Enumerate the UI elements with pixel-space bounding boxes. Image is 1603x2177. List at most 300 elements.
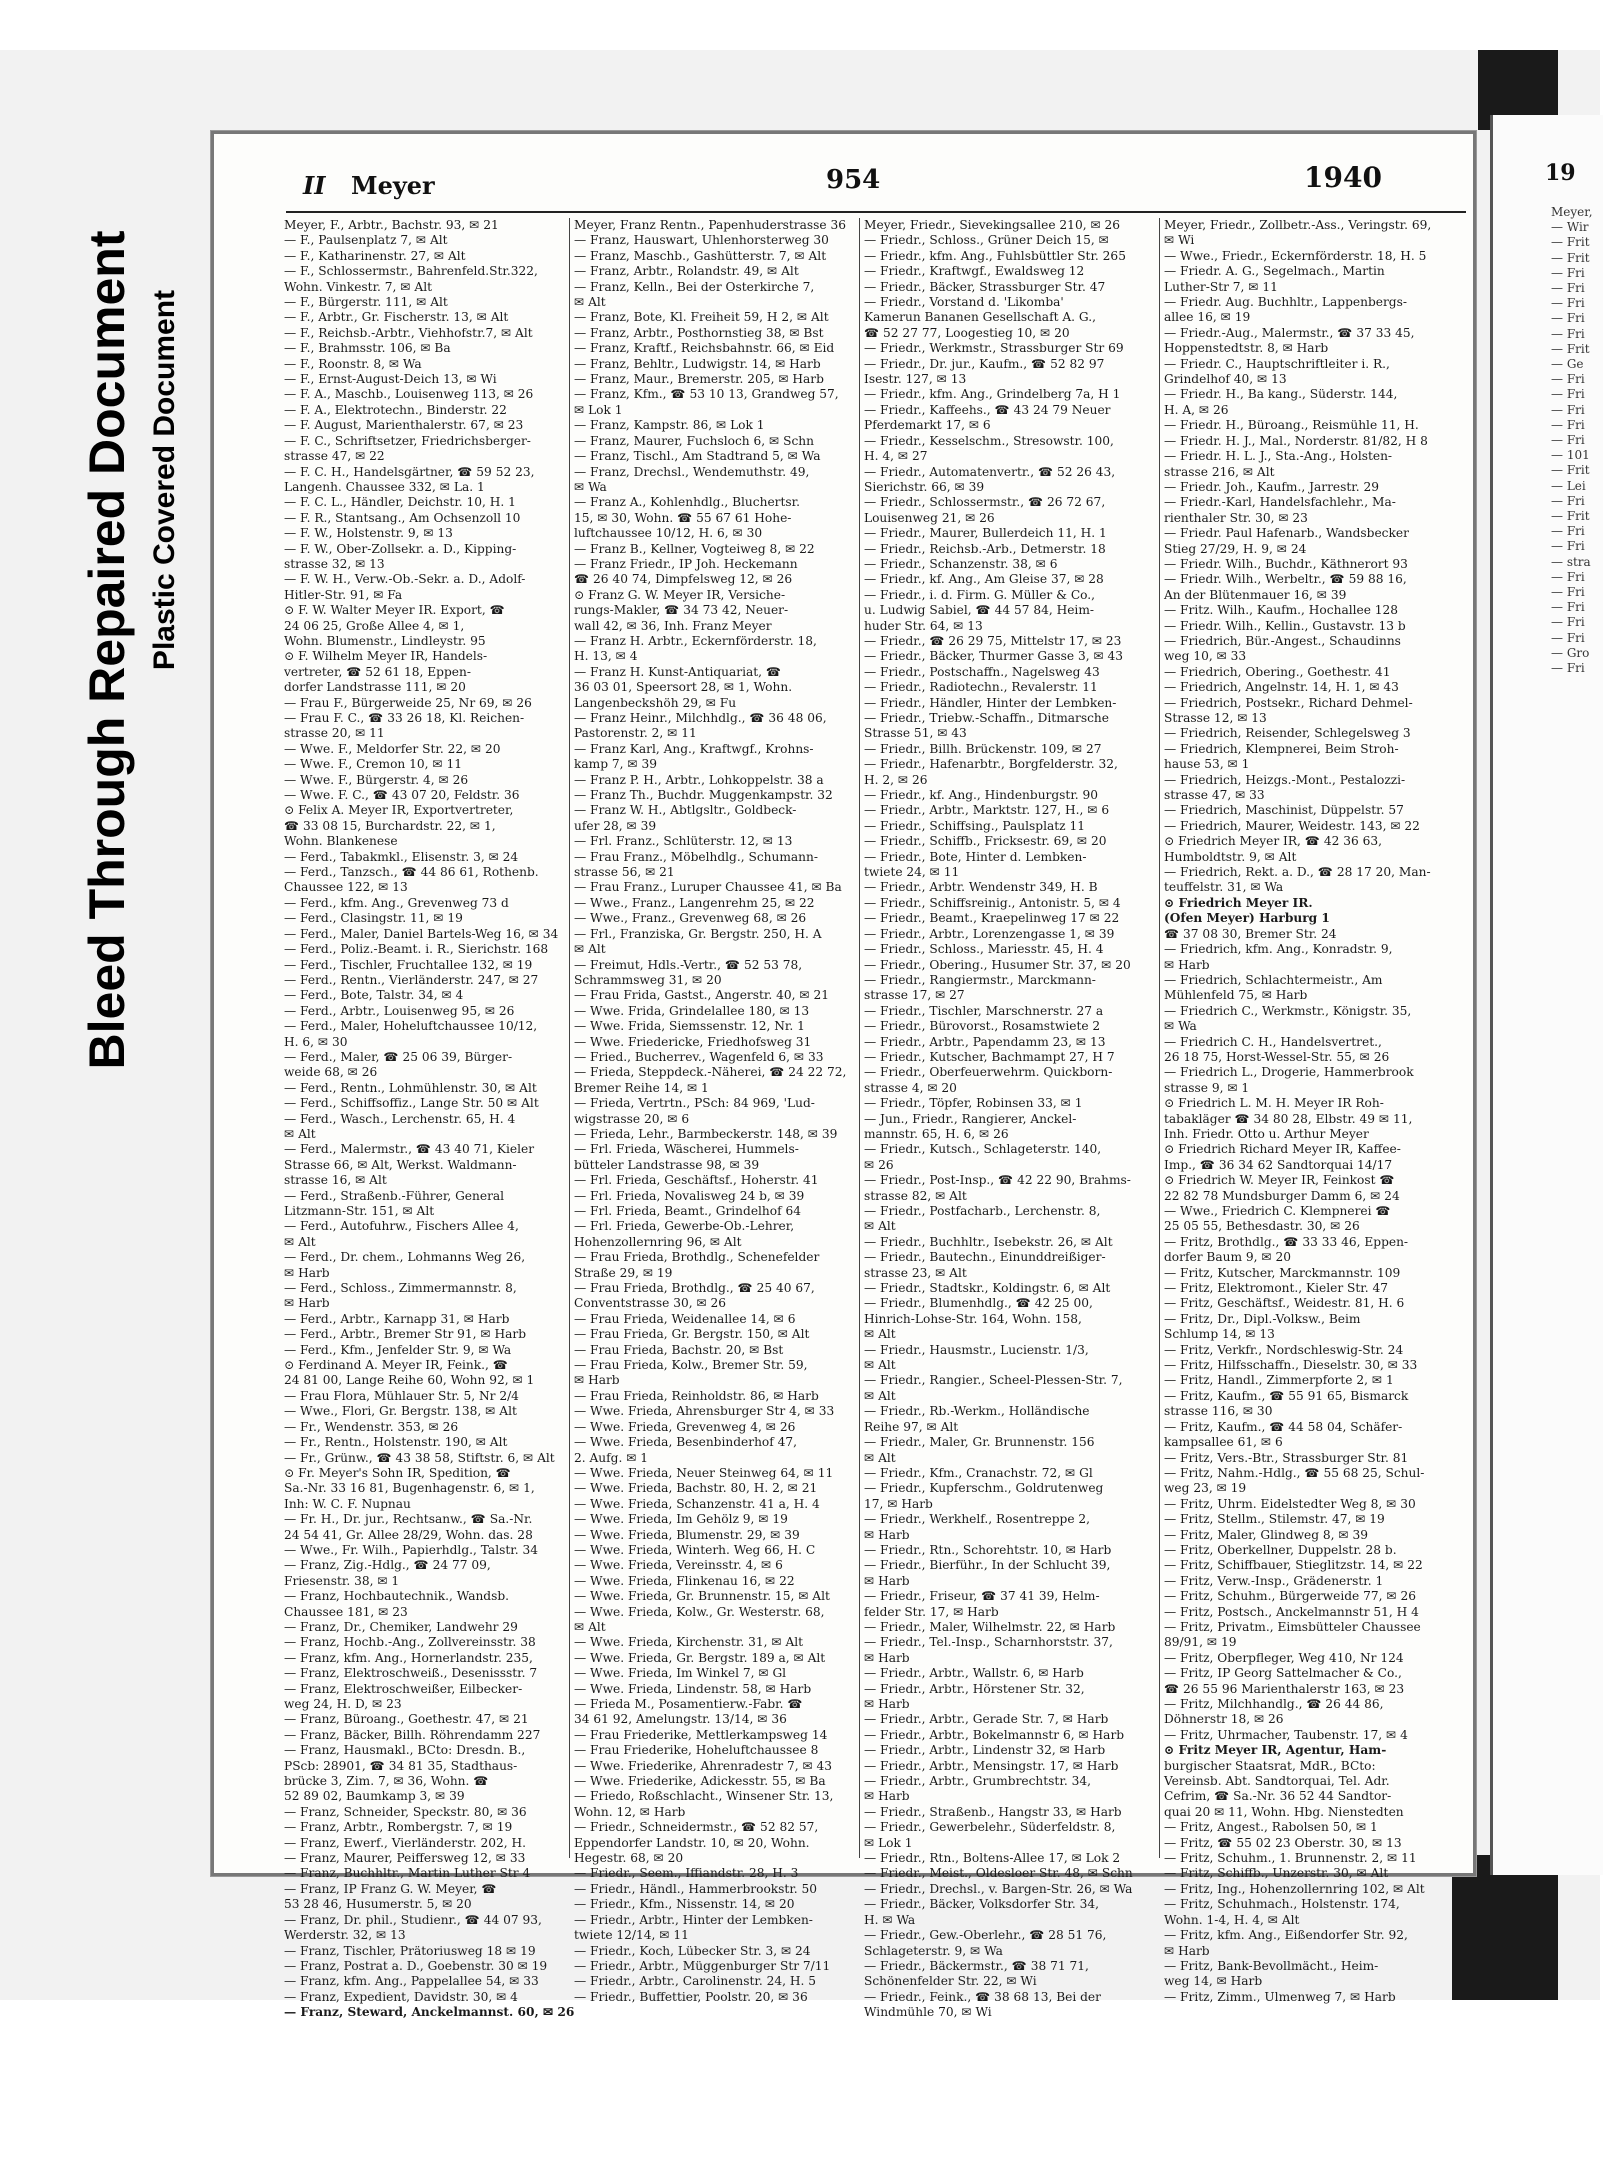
directory-entry: 52 89 02, Baumkamp 3, ✉ 39 xyxy=(284,1789,465,1804)
directory-entry: ✉ Alt xyxy=(864,1327,896,1342)
directory-entry: H. 4, ✉ 27 xyxy=(864,449,928,464)
directory-entry: ✉ Alt xyxy=(864,1388,896,1403)
directory-entry: — Ferd., Kfm., Jenfelder Str. 9, ✉ Wa xyxy=(284,1342,512,1357)
directory-entry: — Friedr., Kfm., Nissenstr. 14, ✉ 20 xyxy=(574,1897,795,1912)
directory-entry: — Friedr., Bürovorst., Rosamstwiete 2 xyxy=(864,1019,1101,1034)
directory-entry: Wohn. 12, ✉ Harb xyxy=(574,1804,686,1819)
directory-entry: dorfer Baum 9, ✉ 20 xyxy=(1164,1250,1291,1265)
directory-entry: — Wwe. Frieda, Blumenstr. 29, ✉ 39 xyxy=(574,1527,800,1542)
directory-entry: strasse 82, ✉ Alt xyxy=(864,1188,967,1203)
directory-entry: — Frau Franz., Luruper Chaussee 41, ✉ Ba xyxy=(574,880,842,895)
next-page-line: — Fri xyxy=(1551,281,1585,296)
directory-entry: — Friedr., Bäcker, Volksdorfer Str. 34, xyxy=(864,1897,1100,1912)
directory-entry: Straße 29, ✉ 19 xyxy=(574,1265,673,1280)
directory-entry: — Fritz, Schuhm., Bürgerweide 77, ✉ 26 xyxy=(1164,1589,1416,1604)
next-page-line: — Fri xyxy=(1551,615,1585,630)
directory-entry: Hinrich-Lohse-Str. 164, Wohn. 158, xyxy=(864,1311,1082,1326)
directory-entry: mannstr. 65, H. 6, ✉ 26 xyxy=(864,1126,1009,1141)
plastic-covered-label-text: Plastic Covered Document xyxy=(148,289,181,671)
next-page-line: — Lei xyxy=(1551,478,1586,493)
directory-column-1 xyxy=(284,218,575,2020)
directory-entry: — Fritz, Geschäftsf., Weidestr. 81, H. 6 xyxy=(1164,1296,1405,1311)
directory-entry: — Frl. Frieda, Beamt., Grindelhof 64 xyxy=(574,1204,802,1218)
directory-entry: — Fritz, Handl., Zimmerpforte 2, ✉ 1 xyxy=(1164,1373,1394,1388)
directory-entry: — Ferd., Schloss., Zimmermannstr. 8, xyxy=(284,1281,517,1296)
directory-entry: — Friedr., kfm. Ang., Grindelberg 7a, H 1 xyxy=(864,387,1121,402)
directory-entry: ✉ Lok 1 xyxy=(864,1835,913,1850)
directory-entry: — Frau Frieda, Brothdlg., ☎ 25 40 67, xyxy=(574,1281,815,1296)
directory-entry: Pferdemarkt 17, ✉ 6 xyxy=(864,418,991,433)
next-page-line: — Frit xyxy=(1551,341,1590,356)
directory-entry: — Friedrich, Postsekr., Richard Dehmel- xyxy=(1164,695,1413,710)
directory-entry: twiete 12/14, ✉ 11 xyxy=(574,1928,689,1943)
directory-page xyxy=(210,130,1477,2020)
directory-entry: ufer 28, ✉ 39 xyxy=(574,818,657,833)
directory-entry: — F. C. H., Handelsgärtner, ☎ 59 52 23, xyxy=(284,464,535,479)
directory-entry: Windmühle 70, ✉ Wi xyxy=(864,2005,992,2020)
directory-entry: — F. W., Ober-Zollsekr. a. D., Kipping- xyxy=(284,541,517,556)
directory-entry: — Frieda, Lehr., Barmbeckerstr. 148, ✉ 39 xyxy=(574,1126,838,1141)
next-page-line: — Fri xyxy=(1551,433,1585,448)
next-page-line: — Fri xyxy=(1551,661,1585,676)
directory-entry: — Fritz, Oberpfleger, Weg 410, Nr 124 xyxy=(1164,1650,1404,1665)
directory-entry: Chaussee 181, ✉ 23 xyxy=(284,1604,408,1619)
directory-entry: — Frau F. C., ☎ 33 26 18, Kl. Reichen- xyxy=(284,711,525,725)
directory-entry: ✉ Harb xyxy=(864,1650,910,1665)
directory-entry: weg 24, H. D, ✉ 23 xyxy=(284,1697,402,1711)
directory-entry: strasse 17, ✉ 27 xyxy=(864,988,965,1003)
directory-entry: Hohenzollernring 96, ✉ Alt xyxy=(574,1234,742,1249)
directory-entry: — Frau Frieda, Bachstr. 20, ✉ Bst xyxy=(574,1342,784,1357)
directory-entry: — Franz, Bäcker, Billh. Röhrendamm 227 xyxy=(284,1727,541,1742)
directory-entry: Wohn. 1-4, H. 4, ✉ Alt xyxy=(1164,1912,1300,1927)
directory-entry: Sa.-Nr. 33 16 81, Bugenhagenstr. 6, ✉ 1, xyxy=(284,1481,535,1496)
directory-entry: — Friedr., Kutsch., Schlageterstr. 140, xyxy=(864,1142,1102,1157)
directory-entry: — Friedrich C. H., Handelsvertret., xyxy=(1164,1034,1382,1049)
running-head-name: Meyer xyxy=(351,171,435,200)
directory-entry: — Friedr., Schanzenstr. 38, ✉ 6 xyxy=(864,556,1058,571)
directory-entry: — Friedrich, Angelnstr. 14, H. 1, ✉ 43 xyxy=(1164,680,1399,695)
directory-entry: — Friedr., Werkhelf., Rosentreppe 2, xyxy=(864,1512,1091,1527)
directory-entry: ⊙ F. Wilhelm Meyer IR, Handels- xyxy=(284,649,488,664)
directory-entry: — Franz, Ewerf., Vierländerstr. 202, H. xyxy=(284,1835,526,1850)
directory-entry: — Franz, Bote, Kl. Freiheit 59, H 2, ✉ Alt xyxy=(574,310,829,325)
directory-entry: ☎ 37 08 30, Bremer Str. 24 xyxy=(1164,926,1337,941)
directory-entry: — Frieda, Steppdeck.-Näherei, ☎ 24 22 72, xyxy=(574,1065,847,1080)
directory-entry: Chaussee 122, ✉ 13 xyxy=(284,880,408,895)
directory-entry: — Wwe. F. C., ☎ 43 07 20, Feldstr. 36 xyxy=(284,788,520,803)
directory-entry: — Fritz, Milchhandlg., ☎ 26 44 86, xyxy=(1164,1697,1384,1711)
directory-entry: Litzmann-Str. 151, ✉ Alt xyxy=(284,1204,435,1218)
directory-entry: — Franz, Dr., Chemiker, Landwehr 29 xyxy=(284,1619,518,1634)
directory-entry: — Friedr., Obering., Husumer Str. 37, ✉ 20 xyxy=(864,957,1131,972)
directory-entry: An der Blütenmauer 16, ✉ 39 xyxy=(1164,587,1347,602)
directory-entry: — Friedr. C., Hauptschriftleiter i. R., xyxy=(1164,356,1390,371)
directory-entry: H. ✉ Wa xyxy=(864,1912,916,1927)
directory-entry: — Fritz, Postsch., Anckelmannstr 51, H 4 xyxy=(1164,1604,1419,1619)
directory-entry: — Fritz, Bank-Bevollmächt., Heim- xyxy=(1164,1958,1379,1973)
directory-entry: — Friedr., Arbtr., Müggenburger Str 7/11 xyxy=(574,1958,831,1973)
directory-entry: — Wwe. Frieda, Gr. Bergstr. 189 a, ✉ Alt xyxy=(574,1650,826,1665)
directory-entry: — Friedr., Arbtr., Gerade Str. 7, ✉ Harb xyxy=(864,1712,1109,1727)
directory-entry: — Friedr., Meist., Oldesloer Str. 48, ✉ Schn xyxy=(864,1866,1133,1881)
directory-entry: — Friedr., Arbtr., Marktstr. 127, H., ✉ 6 xyxy=(864,803,1110,818)
directory-entry: — Friedr., Bierführ., In der Schlucht 39, xyxy=(864,1558,1111,1573)
directory-entry: — Fritz, Nahm.-Hdlg., ☎ 55 68 25, Schul- xyxy=(1164,1465,1425,1480)
directory-entry: — Ferd., Rentn., Lohmühlenstr. 30, ✉ Alt xyxy=(284,1080,537,1095)
volume-number: II xyxy=(303,171,326,200)
next-page-line: — Fri xyxy=(1551,387,1585,402)
directory-entry: — Franz W. H., Abtlgsltr., Goldbeck- xyxy=(574,803,797,818)
directory-entry: — Friedrich, Maurer, Weidestr. 143, ✉ 22 xyxy=(1164,818,1420,833)
directory-entry: — Friedr., Händl., Hammerbrookstr. 50 xyxy=(574,1881,818,1896)
directory-entry: Schönenfelder Str. 22, ✉ Wi xyxy=(864,1974,1037,1989)
directory-entry: Humboldtstr. 9, ✉ Alt xyxy=(1164,849,1297,864)
directory-entry: — Fritz, Zimm., Ulmenweg 7, ✉ Harb xyxy=(1164,1989,1396,2004)
directory-entry: — Wwe. Frieda, Besenbinderhof 47, xyxy=(574,1435,798,1450)
directory-entry: hause 53, ✉ 1 xyxy=(1164,757,1250,772)
directory-entry: Pastorenstr. 2, ✉ 11 xyxy=(574,726,697,741)
directory-entry: Wohn. Vinkestr. 7, ✉ Alt xyxy=(284,279,432,294)
directory-entry: Strasse 51, ✉ 43 xyxy=(864,726,967,741)
directory-entry: — Friedr., Kesselschm., Stresowstr. 100, xyxy=(864,433,1114,448)
directory-entry: — Ferd., Straßenb.-Führer, General xyxy=(284,1188,505,1203)
directory-entry: — Franz, Hochbautechnik., Wandsb. xyxy=(284,1589,510,1604)
directory-entry: — Fritz, Privatm., Eimsbütteler Chaussee xyxy=(1164,1619,1421,1634)
directory-entry: — Friedr., Maler, Gr. Brunnenstr. 156 xyxy=(864,1435,1095,1450)
directory-entry: huder Str. 64, ✉ 13 xyxy=(864,618,983,633)
directory-entry: Hegestr. 68, ✉ 20 xyxy=(574,1851,684,1866)
directory-entry: Meyer, Friedr., Sievekingsallee 210, ✉ 26 xyxy=(864,218,1121,232)
directory-entry: — Frieda M., Posamentierw.-Fabr. ☎ xyxy=(574,1697,803,1711)
directory-entry: — Ferd., Arbtr., Louisenweg 95, ✉ 26 xyxy=(284,1003,515,1018)
directory-entry: ✉ Alt xyxy=(284,1126,316,1141)
next-page-line: — Ge xyxy=(1551,357,1584,372)
directory-entry: ✉ Harb xyxy=(284,1265,330,1280)
directory-entry: — Friedr., Arbtr., Lindenstr 32, ✉ Harb xyxy=(864,1743,1106,1758)
directory-entry: — Franz Th., Buchdr. Muggenkampstr. 32 xyxy=(574,788,833,803)
directory-entry: — Friedr., Schneidermstr., ☎ 52 82 57, xyxy=(574,1820,819,1835)
directory-entry: — Friedr., Arbtr., Wallstr. 6, ✉ Harb xyxy=(864,1666,1084,1681)
directory-entry: wigstrasse 20, ✉ 6 xyxy=(574,1111,690,1126)
directory-entry: — Franz, Expedient, Davidstr. 30, ✉ 4 xyxy=(284,1989,518,2004)
directory-entry: — Franz, Hausmakl., BCto: Dresdn. B., xyxy=(284,1743,526,1758)
directory-entry: — Friedr. Aug. Buchhltr., Lappenbergs- xyxy=(1164,295,1407,310)
directory-entry: — Friedr., Triebw.-Schaffn., Ditmarsche xyxy=(864,711,1109,725)
directory-entry: — Fritz, IP Georg Sattelmacher & Co., xyxy=(1164,1666,1402,1681)
directory-entry: — Franz, IP Franz G. W. Meyer, ☎ xyxy=(284,1881,497,1896)
directory-entry: vertreter, ☎ 52 61 18, Eppen- xyxy=(284,664,471,679)
directory-entry: ⊙ Friedrich L. M. H. Meyer IR Roh- xyxy=(1164,1096,1384,1111)
directory-entry: — Friedr., Bäcker, Strassburger Str. 47 xyxy=(864,279,1106,294)
directory-entry: — Wwe. Frieda, Gr. Brunnenstr. 15, ✉ Alt xyxy=(574,1589,830,1604)
directory-entry: — Frau F., Bürgerweide 25, Nr 69, ✉ 26 xyxy=(284,695,532,710)
directory-entry: — Jun., Friedr., Rangierer, Anckel- xyxy=(864,1111,1077,1126)
next-page-line: — Frit xyxy=(1551,250,1590,265)
directory-entry: — Ferd., Schiffsoffiz., Lange Str. 50 ✉ Alt xyxy=(284,1096,539,1111)
directory-entry: Werderstr. 32, ✉ 13 xyxy=(284,1928,406,1943)
directory-entry: — Friedrich, Bür.-Angest., Schaudinns xyxy=(1164,633,1401,648)
directory-entry: — Friedr., Bäcker, Thurmer Gasse 3, ✉ 43 xyxy=(864,649,1124,664)
directory-entry: strasse 116, ✉ 30 xyxy=(1164,1404,1273,1419)
directory-entry: — Fritz, kfm. Ang., Eißendorfer Str. 92, xyxy=(1164,1928,1408,1943)
directory-entry: — Friedr., Arbtr., Lorenzengasse 1, ✉ 39 xyxy=(864,926,1115,941)
directory-entry: — Fritz, Schiffb., Unzerstr. 30, ✉ Alt xyxy=(1164,1866,1389,1881)
directory-entry: — Frau Friederike, Mettlerkampsweg 14 xyxy=(574,1727,828,1742)
directory-entry: Cefrim, ☎ Sa.-Nr. 36 52 44 Sandtor- xyxy=(1164,1789,1392,1804)
directory-entry: — Friedr., Bäckermstr., ☎ 38 71 71, xyxy=(864,1958,1089,1973)
directory-entry: ✉ Harb xyxy=(284,1296,330,1311)
directory-entry: — Friedr., Koch, Lübecker Str. 3, ✉ 24 xyxy=(574,1943,811,1958)
directory-entry: — Wwe. Frieda, Ahrensburger Str 4, ✉ 33 xyxy=(574,1404,835,1419)
directory-entry: — Fritz, Angest., Rabolsen 50, ✉ 1 xyxy=(1164,1820,1378,1835)
directory-entry: ✉ Alt xyxy=(574,1619,606,1634)
directory-entry: — Fritz, Schiffbauer, Stieglitzstr. 14, ✉ 22 xyxy=(1164,1558,1423,1573)
directory-entry: — Friedr., Töpfer, Robinsen 33, ✉ 1 xyxy=(864,1096,1083,1111)
directory-entry: — Fritz, Oberkellner, Duppelstr. 28 b. xyxy=(1164,1542,1397,1557)
directory-entry: quai 20 ✉ 11, Wohn. Hbg. Nienstedten xyxy=(1164,1804,1404,1819)
directory-entry: — Frl. Frieda, Gewerbe-Ob.-Lehrer, xyxy=(574,1219,795,1234)
directory-entry: Schlageterstr. 9, ✉ Wa xyxy=(864,1943,1003,1958)
directory-entry: — Fritz, Vers.-Btr., Strassburger Str. 81 xyxy=(1164,1450,1409,1465)
directory-entry: ✉ Harb xyxy=(1164,1943,1210,1958)
directory-entry: — Wwe. Friederike, Adickesstr. 55, ✉ Ba xyxy=(574,1774,826,1789)
directory-entry: — F. W. H., Verw.-Ob.-Sekr. a. D., Adolf- xyxy=(284,572,526,587)
directory-entry: — Friedr., Postfacharb., Lerchenstr. 8, xyxy=(864,1204,1101,1218)
directory-entry: — Friedr., Werkmstr., Strassburger Str 69 xyxy=(864,341,1124,356)
directory-entry: — Friedrich L., Drogerie, Hammerbrook xyxy=(1164,1065,1414,1080)
directory-entry: — Friedr., Arbtr., Hörstener Str. 32, xyxy=(864,1681,1085,1696)
directory-entry: — Friedr. H., Büroang., Reismühle 11, H. xyxy=(1164,418,1419,433)
directory-entry: — Fritz, Kaufm., ☎ 55 91 65, Bismarck xyxy=(1164,1388,1409,1403)
directory-entry: — Wwe. Frieda, Im Gehölz 9, ✉ 19 xyxy=(574,1512,788,1527)
directory-entry: — Franz, Dr. phil., Studienr., ☎ 44 07 93, xyxy=(284,1912,542,1927)
directory-entry: strasse 56, ✉ 21 xyxy=(574,865,675,880)
directory-entry: — Franz B., Kellner, Vogteiweg 8, ✉ 22 xyxy=(574,541,815,556)
directory-entry: — Ferd., Clasingstr. 11, ✉ 19 xyxy=(284,911,463,926)
directory-entry: — Friedr.-Karl, Handelsfachlehr., Ma- xyxy=(1164,495,1396,510)
directory-entry: — Fr., Rentn., Holstenstr. 190, ✉ Alt xyxy=(284,1435,508,1450)
directory-entry: — Friedr., Seem., Iffiandstr. 28, H. 3 xyxy=(574,1866,799,1881)
next-page-line: — Fri xyxy=(1551,326,1585,341)
directory-entry: Eppendorfer Landstr. 10, ✉ 20, Wohn. xyxy=(574,1835,810,1850)
directory-entry: weide 68, ✉ 26 xyxy=(284,1065,378,1080)
directory-entry: — Frau Frieda, Kolw., Bremer Str. 59, xyxy=(574,1358,808,1373)
directory-entry: — Wwe. F., Meldorfer Str. 22, ✉ 20 xyxy=(284,741,501,756)
directory-entry: Langenbeckshöh 29, ✉ Fu xyxy=(574,695,737,710)
directory-entry: Sierichstr. 66, ✉ 39 xyxy=(864,479,985,494)
directory-entry: — Friedr., Arbtr., Grumbrechtstr. 34, xyxy=(864,1774,1091,1789)
directory-entry: ✉ Harb xyxy=(574,1373,620,1388)
directory-entry: — Wwe. Frieda, Winterh. Weg 66, H. C xyxy=(574,1542,816,1557)
directory-columns xyxy=(284,218,1469,2020)
directory-entry: — Fritz, Verw.-Insp., Grädenerstr. 1 xyxy=(1164,1573,1384,1588)
directory-entry: — Friedrich C., Werkmstr., Königstr. 35, xyxy=(1164,1003,1412,1018)
directory-entry: — Franz, Kelln., Bei der Osterkirche 7, xyxy=(574,279,815,294)
directory-entry: 17, ✉ Harb xyxy=(864,1496,933,1511)
directory-entry: — Fritz, Hilfsschaffn., Dieselstr. 30, ✉ 33 xyxy=(1164,1358,1418,1373)
directory-entry: — Ferd., Autofuhrw., Fischers Allee 4, xyxy=(284,1219,519,1234)
directory-entry: — Friedr., kf. Ang., Am Gleise 37, ✉ 28 xyxy=(864,572,1104,587)
directory-entry: ☎ 52 27 77, Loogestieg 10, ✉ 20 xyxy=(864,325,1070,340)
page-header xyxy=(211,131,1476,219)
directory-entry: Kamerun Bananen Gesellschaft A. G., xyxy=(864,310,1096,325)
directory-entry: Louisenweg 21, ✉ 26 xyxy=(864,510,995,525)
directory-entry: ✉ Alt xyxy=(864,1450,896,1465)
directory-entry: — Friedr., Tischler, Marschnerstr. 27 a xyxy=(864,1003,1104,1018)
directory-entry: — F., Ernst-August-Deich 13, ✉ Wi xyxy=(284,372,497,387)
directory-entry: — Ferd., Arbtr., Karnapp 31, ✉ Harb xyxy=(284,1311,510,1326)
directory-entry: — Friedr., Hafenarbtr., Borgfelderstr. 32, xyxy=(864,757,1118,772)
directory-entry: — Friedr., Arbtr., Bokelmannstr 6, ✉ Harb xyxy=(864,1727,1125,1742)
directory-entry: — Ferd., Maler, Daniel Bartels-Weg 16, ✉ 34 xyxy=(284,926,559,941)
directory-entry: — Wwe. Friedericke, Friedhofsweg 31 xyxy=(574,1034,812,1049)
directory-entry: tabakläger ☎ 34 80 28, Elbstr. 49 ✉ 11, xyxy=(1164,1111,1413,1126)
directory-entry: ✉ Harb xyxy=(864,1573,910,1588)
directory-entry: — Fritz. Wilh., Kaufm., Hochallee 128 xyxy=(1164,603,1399,618)
directory-entry: ✉ Harb xyxy=(864,1697,910,1711)
directory-entry: — Franz, Maschb., Gashütterstr. 7, ✉ Alt xyxy=(574,248,827,263)
directory-entry: — Fr., Wendenstr. 353, ✉ 26 xyxy=(284,1419,459,1434)
directory-entry: — Wwe. Frida, Grindelallee 180, ✉ 13 xyxy=(574,1003,810,1018)
directory-entry: — Friedr., Arbtr., Carolinenstr. 24, H. 5 xyxy=(574,1974,817,1989)
directory-entry: ✉ Lok 1 xyxy=(574,402,623,417)
directory-entry: — Fritz, Uhrm. Eidelstedter Weg 8, ✉ 30 xyxy=(1164,1496,1416,1511)
directory-entry: ✉ Alt xyxy=(284,1234,316,1249)
next-page-line: — Frit xyxy=(1551,235,1590,250)
directory-entry: Meyer, Friedr., Zollbetr.-Ass., Veringstr. 69, xyxy=(1164,218,1432,232)
directory-entry: — Friedr., Dr. jur., Kaufm., ☎ 52 82 97 xyxy=(864,356,1105,371)
directory-entry: — F., Katharinenstr. 27, ✉ Alt xyxy=(284,248,466,263)
directory-entry: — Friedr., Arbtr. Wendenstr 349, H. B xyxy=(864,880,1098,895)
directory-entry: — F., Arbtr., Gr. Fischerstr. 13, ✉ Alt xyxy=(284,310,509,325)
directory-entry: ⊙ Ferdinand A. Meyer IR, Feink., ☎ xyxy=(284,1358,508,1373)
directory-entry: — Ferd., Arbtr., Bremer Str 91, ✉ Harb xyxy=(284,1327,527,1342)
directory-entry: — Franz, Zig.-Hdlg., ☎ 24 77 09, xyxy=(284,1558,491,1573)
directory-entry: kampsallee 61, ✉ 6 xyxy=(1164,1435,1283,1450)
directory-entry: 22 82 78 Mundsburger Damm 6, ✉ 24 xyxy=(1164,1188,1400,1203)
directory-entry: — Franz, Buchhltr., Martin Luther Str 4 xyxy=(284,1866,531,1881)
directory-entry: — F., Roonstr. 8, ✉ Wa xyxy=(284,356,422,371)
directory-entry: — Franz P. H., Arbtr., Lohkoppelstr. 38 a xyxy=(574,772,824,787)
directory-entry: Grindelhof 40, ✉ 13 xyxy=(1164,372,1287,387)
next-page-line: — Fri xyxy=(1551,402,1585,417)
directory-entry: rienthaler Str. 30, ✉ 23 xyxy=(1164,510,1308,525)
directory-entry: strasse 47, ✉ 33 xyxy=(1164,788,1265,803)
directory-entry: — Friedrich, Schlachtermeistr., Am xyxy=(1164,972,1383,987)
directory-entry: strasse 9, ✉ 1 xyxy=(1164,1080,1250,1095)
directory-entry: — Friedr., Kraftwgf., Ewaldsweg 12 xyxy=(864,264,1085,279)
directory-entry: — Wwe. Frieda, Neuer Steinweg 64, ✉ 11 xyxy=(574,1465,834,1480)
next-page-line: — 101 xyxy=(1551,448,1590,463)
directory-entry: ⊙ Fritz Meyer IR, Agentur, Ham- xyxy=(1164,1743,1387,1758)
directory-entry: — Friedr., Schiffsreinig., Antonistr. 5, ✉ 4 xyxy=(864,895,1121,910)
directory-entry: — Friedr. H. L. J., Sta.-Ang., Holsten- xyxy=(1164,449,1393,464)
directory-entry: — Wwe. Frieda, Grevenweg 4, ✉ 26 xyxy=(574,1419,796,1434)
next-page-line: — Fri xyxy=(1551,265,1585,280)
directory-entry: — Fritz, Maler, Glindweg 8, ✉ 39 xyxy=(1164,1527,1368,1542)
directory-entry: — Friedr., Friseur, ☎ 37 41 39, Helm- xyxy=(864,1589,1100,1604)
directory-entry: — Friedr., Bautechn., Einunddreißiger- xyxy=(864,1250,1106,1265)
next-page-line: — stra xyxy=(1551,554,1591,569)
directory-entry: — Frau Frida, Gastst., Angerstr. 40, ✉ 21 xyxy=(574,988,829,1003)
next-page-line: — Fri xyxy=(1551,630,1585,645)
directory-entry: Bremer Reihe 14, ✉ 1 xyxy=(574,1080,709,1095)
directory-entry: — F. A., Maschb., Louisenweg 113, ✉ 26 xyxy=(284,387,534,402)
directory-entry: — Frau Franz., Möbelhdlg., Schumann- xyxy=(574,849,818,864)
directory-entry: — Franz A., Kohlenhdlg., Bluchertsr. xyxy=(574,495,801,510)
directory-entry: — Frl. Frieda, Geschäftsf., Hoherstr. 41 xyxy=(574,1173,819,1188)
directory-entry: strasse 47, ✉ 22 xyxy=(284,449,385,464)
directory-entry: ⊙ Friedrich Richard Meyer IR, Kaffee- xyxy=(1164,1142,1401,1157)
directory-entry: — Wwe. Frieda, Schanzenstr. 41 a, H. 4 xyxy=(574,1496,820,1511)
directory-entry: Inh: W. C. F. Nupnau xyxy=(284,1496,411,1511)
directory-entry: 24 06 25, Große Allee 4, ✉ 1, xyxy=(284,618,465,633)
directory-entry: — Franz, Postrat a. D., Goebenstr. 30 ✉ 19 xyxy=(284,1958,548,1973)
directory-entry: ✉ Wa xyxy=(1164,1019,1197,1034)
directory-entry: burgischer Staatsrat, MdR., BCto: xyxy=(1164,1758,1376,1773)
directory-entry: Strasse 12, ✉ 13 xyxy=(1164,711,1267,725)
directory-entry: — Friedr., Postschaffn., Nagelsweg 43 xyxy=(864,664,1100,679)
directory-entry: — Franz, Maurer, Fuchsloch 6, ✉ Schn xyxy=(574,433,814,448)
next-page-line: — Fri xyxy=(1551,524,1585,539)
directory-entry: ✉ Wi xyxy=(1164,233,1195,248)
directory-entry: — Franz, Drechsl., Wendemuthstr. 49, xyxy=(574,464,810,479)
directory-entry: — Friedr., Feink., ☎ 38 68 13, Bei der xyxy=(864,1989,1101,2004)
directory-entry: Reihe 97, ✉ Alt xyxy=(864,1419,959,1434)
directory-entry: — Friedr., Rtn., Schorehtstr. 10, ✉ Harb xyxy=(864,1542,1112,1557)
directory-entry: — Franz Karl, Ang., Kraftwgf., Krohns- xyxy=(574,741,814,756)
directory-entry: — Friedr., Kaffeehs., ☎ 43 24 79 Neuer xyxy=(864,402,1111,417)
next-page-lines xyxy=(1551,205,1593,676)
directory-entry: — Franz, Schneider, Speckstr. 80, ✉ 36 xyxy=(284,1804,527,1819)
next-page-line: — Fri xyxy=(1551,311,1585,326)
directory-entry: — Friedr., Schloss., Mariesstr. 45, H. 4 xyxy=(864,942,1104,957)
directory-entry: ⊙ Fr. Meyer's Sohn IR, Spedition, ☎ xyxy=(284,1465,511,1480)
directory-entry: ✉ Harb xyxy=(1164,957,1210,972)
next-page-line: — Frit xyxy=(1551,509,1590,524)
directory-entry: 24 54 41, Gr. Allee 28/29, Wohn. das. 28 xyxy=(284,1527,533,1542)
directory-entry: — Friedr., Drechsl., v. Bargen-Str. 26, ✉ Wa xyxy=(864,1881,1133,1896)
directory-entry: — Friedr., kfm. Ang., Fuhlsbüttler Str. 265 xyxy=(864,248,1126,263)
next-page-line: — Fri xyxy=(1551,600,1585,615)
directory-entry: strasse 32, ✉ 13 xyxy=(284,556,385,571)
directory-entry: — Frl. Frieda, Novalisweg 24 b, ✉ 39 xyxy=(574,1188,805,1203)
directory-entry: — Franz, Hochb.-Ang., Zollvereinsstr. 38 xyxy=(284,1635,536,1650)
directory-entry: — Ferd., Tabakmkl., Elisenstr. 3, ✉ 24 xyxy=(284,849,519,864)
directory-entry: — Ferd., Tanzsch., ☎ 44 86 61, Rothenb. xyxy=(284,865,539,880)
directory-entry: ✉ 26 xyxy=(864,1157,894,1172)
directory-entry: 53 28 46, Husumerstr. 5, ✉ 20 xyxy=(284,1897,472,1912)
directory-entry: — Frieda, Vertrtn., PSch: 84 969, 'Lud- xyxy=(574,1096,815,1111)
directory-entry: — Ferd., Wasch., Lerchenstr. 65, H. 4 xyxy=(284,1111,516,1126)
next-page-line: — Fri xyxy=(1551,569,1585,584)
directory-entry: — Fritz, Kutscher, Marckmannstr. 109 xyxy=(1164,1265,1401,1280)
directory-entry: — Fritz, Uhrmacher, Taubenstr. 17, ✉ 4 xyxy=(1164,1727,1408,1742)
directory-entry: — F. C., Schriftsetzer, Friedrichsberger- xyxy=(284,433,531,448)
directory-entry: (Ofen Meyer) Harburg 1 xyxy=(1164,911,1330,926)
directory-entry: — Friedr., Stadtskr., Koldingstr. 6, ✉ Alt xyxy=(864,1281,1111,1296)
directory-entry: — Fritz, Verkfr., Nordschleswig-Str. 24 xyxy=(1164,1342,1404,1357)
directory-entry: — Wwe., Fr. Wilh., Papierhdlg., Talstr. 34 xyxy=(284,1542,538,1557)
directory-column-2 xyxy=(574,218,854,2004)
directory-entry: — Friedrich, Maschinist, Düppelstr. 57 xyxy=(1164,803,1404,818)
directory-entry: ⊙ Friedrich Meyer IR, ☎ 42 36 63, xyxy=(1164,834,1382,849)
directory-entry: — Friedr., Rangier., Scheel-Plessen-Str. 7, xyxy=(864,1373,1123,1388)
directory-entry: — Wwe. Frieda, Bachstr. 80, H. 2, ✉ 21 xyxy=(574,1481,818,1496)
directory-entry: — Frl. Franz., Schlüterstr. 12, ✉ 13 xyxy=(574,834,793,849)
directory-entry: — F., Bürgerstr. 111, ✉ Alt xyxy=(284,295,448,310)
